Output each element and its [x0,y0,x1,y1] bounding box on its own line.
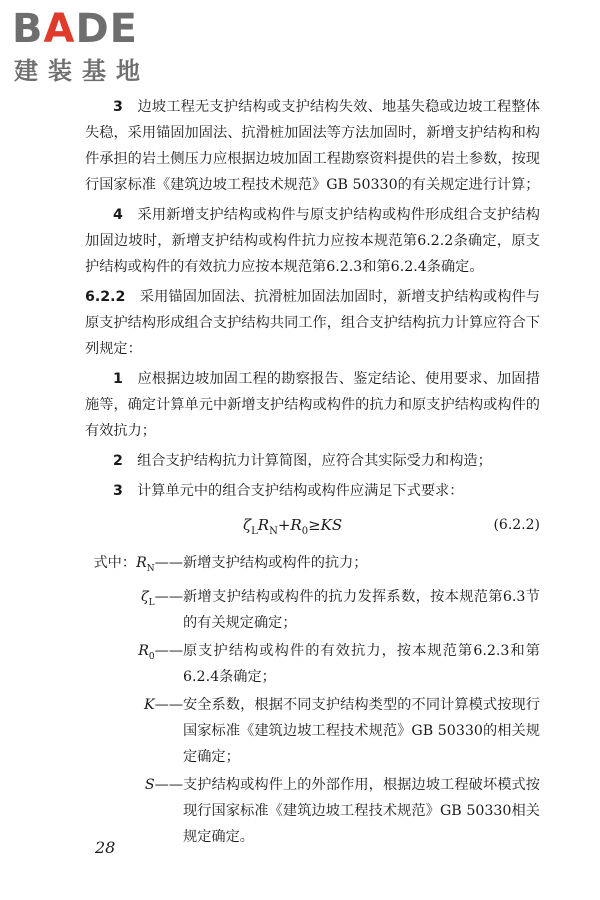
definition-r0: $R_0——$ 原支护结构或构件的有效抗力，按本规范第6.2.3和第6.2.4条确定； [138,642,540,685]
bade-logo [12,6,182,90]
page-number: 28 [95,838,116,857]
definition-rn: 式中：$R_N——$ 新增支护结构或构件的抗力； [93,555,368,574]
item-4: 4 采用新增支护结构或构件与原支护结构或构件形成组合支护结构加固边坡时，新增支护结构或构件抗力应按本规范第6.2.2条确定，原支护结构或构件的有效抗力应按本规范第6.2.3和第6.2.4条确定。 [85,207,540,275]
formula: $\zeta_LR_N+R_0\ge KS$ [243,516,343,537]
page-body [85,94,540,852]
equation-number: (6.2.2) [493,517,540,533]
sub-item-2: 2 组合支护结构抗力计算简图，应符合其实际受力和构造； [113,453,492,469]
clause-6-2-2: 6.2.2 采用锚固加固法、抗滑桩加固法加固时，新增支护结构或构件与原支护结构形成组合支护结构共同工作，组合支护结构抗力计算应符合下列规定： [85,289,540,357]
logo-subtitle: 建装基地 [14,57,150,85]
logo-wordmark: BADE [12,6,138,52]
definition-s: S—— 支护结构或构件上的外部作用，根据边坡工程破坏模式按现行国家标准《建筑边坡工程技术规范》GB 50330相关规定确定。 [144,776,540,845]
sub-item-1: 1 应根据边坡加固工程的勘察报告、鉴定结论、使用要求、加固措施等，确定计算单元中新增支护结构或构件的抗力和原支护结构或构件的有效抗力； [85,371,540,439]
definition-k: K—— 安全系数，根据不同支护结构类型的不同计算模式按现行国家标准《建筑边坡工程技术规范》GB 50330的相关规定确定； [144,696,540,765]
item-3: 3 边坡工程无支护结构或支护结构失效、地基失稳或边坡工程整体失稳，采用锚固加固法、抗滑桩加固法等方法加固时，新增支护结构和构件承担的岩土侧压力应根据边坡加固工程勘察资料提供的岩土参数，按现行国家标准《建筑边坡工程技术规范》GB 50330的有关规定进行计算； [85,99,540,193]
definitions [85,550,540,850]
formula-row [85,512,540,540]
definition-zeta: $\zeta_L——$ 新增支护结构或构件的抗力发挥系数，按本规范第6.3节的有关规定确定； [140,588,540,631]
sub-item-3: 3 计算单元中的组合支护结构或构件应满足下式要求： [113,483,464,499]
